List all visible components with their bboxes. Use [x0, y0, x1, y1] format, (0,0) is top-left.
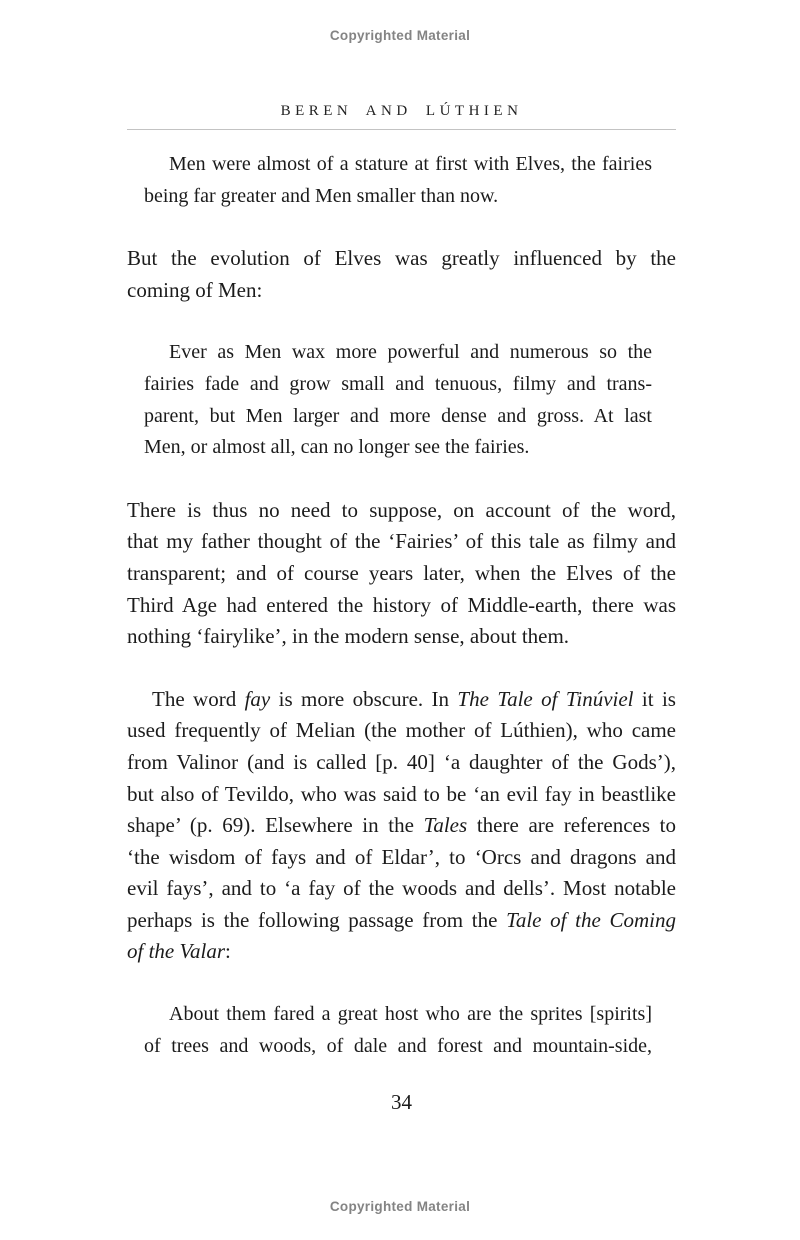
text-line — [144, 149, 652, 181]
italic-text: Tales — [423, 813, 468, 838]
text-line — [127, 590, 676, 622]
text-line — [144, 999, 652, 1031]
quote-block — [144, 999, 652, 1062]
text-segment: evil fays’, and to ‘a fay of the woods and dells’. Most notable — [127, 876, 676, 901]
quote-block — [144, 337, 652, 463]
italic-text: of the Valar — [127, 939, 225, 964]
text-segment: The word — [152, 686, 245, 711]
text-column — [127, 0, 676, 1115]
text-segment: parent, but Men larger and more dense and gross. At last — [144, 404, 652, 427]
text-line — [127, 810, 676, 842]
running-header-title: BEREN AND LÚTHIEN — [280, 103, 523, 119]
quote-block — [144, 149, 652, 212]
text-line — [144, 401, 652, 433]
text-line — [127, 621, 676, 653]
text-segment: it is — [633, 686, 676, 711]
copyright-notice-top: Copyrighted Material — [329, 28, 471, 43]
text-segment: coming of Men: — [127, 277, 263, 302]
text-line — [127, 905, 676, 937]
page-body — [127, 149, 676, 1062]
text-segment: But the evolution of Elves was greatly influenced by the — [127, 246, 676, 271]
paragraph-block — [127, 684, 676, 968]
text-segment: nothing ‘fairylike’, in the modern sense, about them. — [127, 624, 570, 649]
paragraph-block — [127, 495, 676, 653]
text-line — [144, 337, 652, 369]
copyright-notice-bottom: Copyrighted Material — [329, 1199, 471, 1214]
text-segment: Third Age had entered the history of Middle-earth, there was — [127, 592, 676, 617]
text-line — [127, 275, 676, 307]
text-segment: there are references to — [467, 813, 676, 838]
text-line — [127, 779, 676, 811]
text-segment: Men were almost of a stature at first with Elves, the fairies — [169, 153, 652, 175]
text-line — [127, 936, 676, 968]
text-line — [127, 684, 676, 716]
text-segment: transparent; and of course years later, when the Elves of the — [127, 560, 676, 585]
text-segment: is more obscure. In — [270, 686, 458, 711]
italic-text: The Tale of Tinúviel — [457, 686, 634, 711]
italic-text: Tale of the Coming — [506, 907, 676, 932]
text-segment: from Valinor (and is called [p. 40] ‘a daughter of the Gods’), — [127, 749, 676, 774]
text-line — [127, 842, 676, 874]
text-line — [127, 873, 676, 905]
text-line — [144, 1031, 652, 1063]
text-segment: but also of Tevildo, who was said to be ‘an evil fay in beastlike — [127, 781, 676, 806]
text-line — [127, 747, 676, 779]
page-number: 34 — [391, 1090, 412, 1115]
text-line — [127, 526, 676, 558]
text-segment: : — [225, 939, 231, 964]
text-line — [127, 495, 676, 527]
text-line — [127, 558, 676, 590]
text-segment: ‘the wisdom of fays and of Eldar’, to ‘Orcs and dragons and — [127, 844, 676, 869]
text-segment: Men, or almost all, can no longer see the fairies. — [144, 436, 530, 459]
text-segment: shape’ (p. 69). Elsewhere in the — [127, 813, 424, 838]
text-segment: Ever as Men wax more powerful and numerous so the — [169, 341, 652, 364]
italic-text: fay — [244, 686, 271, 711]
text-segment: of trees and woods, of dale and forest and mountain-side, — [144, 1034, 652, 1057]
text-segment: perhaps is the following passage from the — [127, 907, 507, 932]
text-line — [127, 715, 676, 747]
text-segment: About them fared a great host who are the sprites [spirits] — [169, 1003, 652, 1026]
text-segment: fairies fade and grow small and tenuous, filmy and trans- — [144, 372, 652, 395]
text-line — [144, 369, 652, 401]
paragraph-block — [127, 243, 676, 306]
text-segment: that my father thought of the ‘Fairies’ of this tale as filmy and — [127, 529, 676, 554]
text-segment: There is thus no need to suppose, on account of the word, — [127, 497, 676, 522]
text-segment: being far greater and Men smaller than now. — [144, 184, 499, 207]
text-segment: used frequently of Melian (the mother of Lúthien), who came — [127, 718, 676, 743]
text-line — [127, 243, 676, 275]
text-line — [144, 181, 652, 213]
text-line — [144, 432, 652, 464]
header-rule — [127, 129, 676, 130]
